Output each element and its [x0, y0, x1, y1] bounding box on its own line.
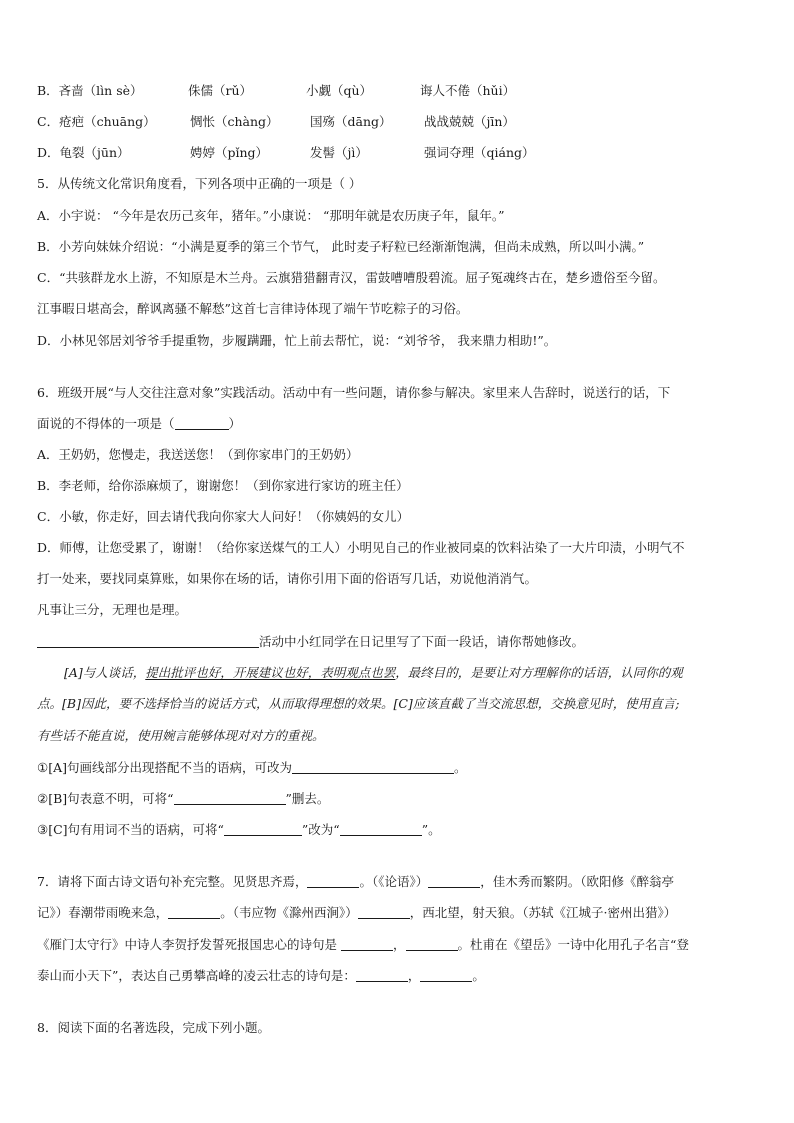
q6-diary-sentence-a: [A]与人谈话，	[64, 665, 146, 680]
q6-sub3-blank-1[interactable]	[224, 822, 302, 836]
q7-blank-8[interactable]	[420, 968, 472, 982]
q6-option-b: B．李老师，给你添麻烦了，谢谢您！（到你家进行家访的班主任）	[37, 478, 409, 493]
q7-line1-c: ，佳木秀而繁阴。（欧阳修《醉翁亭	[480, 874, 674, 889]
q7-blank-7[interactable]	[356, 968, 408, 982]
q7-line3-a: 《雁门太守行》中诗人李贺抒发誓死报国忠心的诗句是	[37, 937, 341, 952]
q4-option-b-3: 小觑（qù）	[306, 83, 373, 98]
q7-blank-5[interactable]	[341, 937, 393, 951]
q7-line1-a: 7．请将下面古诗文语句补充完整。见贤思齐焉，	[37, 874, 308, 889]
q6-sub2	[37, 790, 329, 808]
q7-blank-1[interactable]	[307, 874, 359, 888]
q6-proverb: 凡事让三分，无理也是理。	[37, 602, 188, 617]
q6-diary-sentence-a-rest: ，最终目的，是要让对方理解你的话语，认同你的观	[395, 665, 683, 680]
q6-sub3-end: ”。	[421, 822, 441, 837]
q7-line1-b: 。（《论语》）	[359, 874, 429, 889]
q6-diary-intro-line	[37, 633, 584, 651]
q4-option-d-3: 发髻（jì）	[310, 145, 368, 160]
q7-line2	[37, 904, 676, 922]
q6-option-d-line1: D．师傅，让您受累了，谢谢！（给你家送煤气的工人）小明见自己的作业被同桌的饮料沾染了一大片印渍，小明气不	[37, 540, 685, 555]
q7-blank-4[interactable]	[358, 905, 410, 919]
q7-line3-b: ，	[392, 937, 406, 952]
q6-sub1-text: ①[A]句画线部分出现搭配不当的语病，可改为	[37, 760, 292, 775]
q4-option-b-2: 侏儒（rǔ）	[188, 83, 253, 98]
q7-blank-6[interactable]	[406, 937, 458, 951]
q7-line2-a: 记》）春潮带雨晚来急，	[37, 905, 169, 920]
q5-option-d: D．小林见邻居刘爷爷手提重物，步履蹒跚，忙上前去帮忙，说：“刘爷爷， 我来鼎力相助!”。	[37, 333, 557, 348]
q7-line4-a: 泰山而小天下”，表达自己勇攀高峰的凌云壮志的诗句是：	[37, 968, 356, 983]
q6-sub2-text: ②[B]句表意不明，可将“	[37, 791, 174, 806]
q6-sub3-text: ③[C]句有用词不当的语病，可将“	[37, 822, 224, 837]
q4-option-b-4: 诲人不倦（hǔi）	[420, 83, 516, 98]
q6-stem-line1: 6．班级开展“与人交往注意对象”实践活动。活动中有一些问题，请你参与解决。家里来人告辞时，说送行的话，下	[37, 385, 671, 400]
q6-option-d-line2: 打一处来，要找同桌算账，如果你在场的话，请你引用下面的俗语写几话，劝说他消消气。	[37, 571, 538, 586]
q5-option-a: A．小宇说： “今年是农历己亥年，猪年。”小康说： “那明年就是农历庚子年，鼠年。”	[37, 208, 505, 223]
q6-stem-pre: 面说的不得体的一项是（	[37, 416, 175, 431]
q6-diary-underlined-part: 提出批评也好，开展建议也好，表明观点也罢	[145, 665, 396, 680]
q7-line2-c: ，西北望，射天狼。（苏轼《江城子·密州出猎》）	[409, 905, 677, 920]
q4-option-d-2: 娉婷（pǐng）	[190, 145, 269, 160]
q7-line4-c: 。	[472, 968, 485, 983]
q6-option-a: A．王奶奶，您慢走，我送送您！（到你家串门的王奶奶）	[37, 447, 359, 462]
q5-stem: 5．从传统文化常识角度看，下列各项中正确的一项是（ ）	[37, 176, 362, 191]
q8-stem: 8．阅读下面的名著选段，完成下列小题。	[37, 1020, 270, 1035]
q4-option-d-1: D．龟裂（jūn）	[37, 145, 130, 160]
q7-line4	[37, 967, 485, 985]
q7-line1	[37, 873, 674, 891]
q6-diary-line3: 有些话不能直说，使用婉言能够体现对对方的重视。	[37, 728, 325, 743]
q5-option-c-line2: 江事暇日堪高会，醉讽离骚不解愁”这首七言律诗体现了端午节吃粽子的习俗。	[37, 301, 469, 316]
q6-advice-blank[interactable]	[37, 634, 259, 648]
q5-option-c-line1: C．“共骇群龙水上游，不知原是木兰舟。云旗猎猎翻青汉，雷鼓嘈嘈殷碧流。屈子冤魂终古在，楚乡遗俗至今留。	[37, 270, 666, 285]
q6-answer-blank[interactable]	[175, 416, 229, 430]
q4-option-b-1: B．吝啬（lìn sè）	[37, 83, 143, 98]
q6-stem-line2	[37, 415, 241, 433]
q6-sub3-mid: ”改为“	[301, 822, 340, 837]
q7-line2-b: 。（韦应物《滁州西涧》）	[220, 905, 358, 920]
q5-option-b: B．小芳向妹妹介绍说：“小满是夏季的第三个节气， 此时麦子籽粒已经渐渐饱满，但尚未成熟，所以叫小满。”	[37, 239, 645, 254]
q4-option-c-1: C．疮疤（chuāng）	[37, 114, 156, 129]
q7-line3-c: 。杜甫在《望岳》一诗中化用孔子名言“登	[457, 937, 689, 952]
q6-sub3-blank-2[interactable]	[340, 822, 422, 836]
q6-diary-line2: 点。[B]因此，要不选择恰当的说话方式，从而取得理想的效果。[C]应该直截了当交流思想，交换意见时，使用直言;	[37, 696, 680, 711]
q4-option-d-4: 强词夺理（qiáng）	[424, 145, 535, 160]
q6-option-c: C．小敏，你走好，回去请代我向你家大人问好！（你姨妈的女儿）	[37, 509, 410, 524]
q6-sub2-end: ”删去。	[285, 791, 330, 806]
q6-diary-intro: 活动中小红同学在日记里写了下面一段话，请你帮她修改。	[259, 634, 585, 649]
q6-stem-post: ）	[228, 416, 242, 431]
q4-option-c-2: 惆怅（chàng）	[190, 114, 279, 129]
q6-sub3	[37, 821, 441, 839]
q7-line3	[37, 936, 689, 954]
q7-blank-2[interactable]	[428, 874, 480, 888]
q4-option-c-3: 国殇（dāng）	[310, 114, 392, 129]
q6-sub1	[37, 759, 467, 777]
q7-line4-b: ，	[407, 968, 421, 983]
q4-option-c-4: 战战兢兢（jīn）	[424, 114, 515, 129]
q7-blank-3[interactable]	[168, 905, 220, 919]
q6-diary-line1	[64, 664, 683, 682]
q6-sub1-blank[interactable]	[292, 760, 454, 774]
q6-sub1-end: 。	[454, 760, 467, 775]
q6-sub2-blank[interactable]	[174, 791, 286, 805]
